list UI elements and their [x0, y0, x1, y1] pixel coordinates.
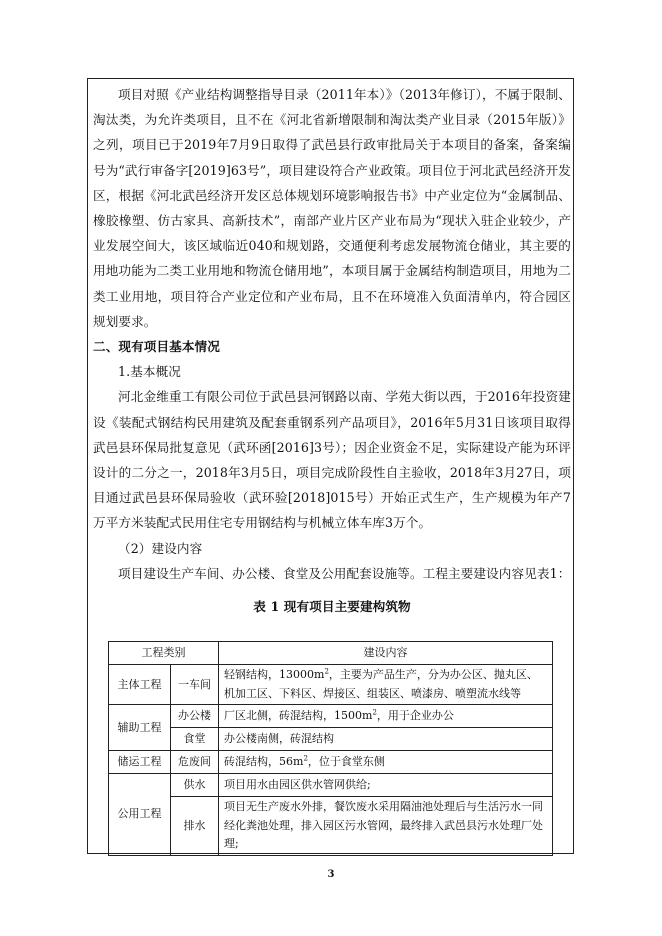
table-header-row — [109, 642, 553, 665]
section-heading: 二、现有项目基本情况 — [93, 339, 220, 355]
sub-heading-content: （2）建设内容 — [118, 540, 203, 556]
row-supply-content: 项目用水由园区供水管网供给; — [219, 774, 553, 797]
overview-paragraph: 河北金维重工有限公司位于武邑县河钢路以南、学苑大街以西，于2016年投资建设《装配式钢结构民用建筑及配套重钢系列产品项目》，2016年5月31日该项目取得武邑县环保局批复意见（武环函[2016]3号）；因企业资金不足，实际建设产能为环评设计的二分之一，2018年3月5日，项目完成阶段性自主验收，2018年3月27日，项目通过武邑县环保局验收（武环验[2018]015号）开始正式生产，生产规模为年产7万平方米装配式民用住宅专用钢结构与机械立体车库3万个。 — [93, 389, 571, 531]
table-row — [109, 665, 553, 705]
table-title: 表 1 现有项目主要建构筑物 — [253, 599, 411, 615]
row-supply-name: 供水 — [171, 774, 219, 797]
header-content: 建设内容 — [219, 642, 553, 665]
table-row — [109, 705, 553, 728]
row-drain-name: 排水 — [171, 797, 219, 856]
group-aux: 辅助工程 — [109, 705, 171, 751]
row-office-content: 厂区北侧，砖混结构，$1500m^2$，用于企业办公 — [219, 705, 553, 728]
row-canteen-content: 办公楼南侧，砖混结构 — [219, 728, 553, 751]
page-number: 3 — [327, 869, 335, 880]
row-drain-content: 项目无生产废水外排，餐饮废水采用隔油池处理后与生活污水一同经化粪池处理，排入园区污水管网，最终排入武邑县污水处理厂处理; — [219, 797, 553, 856]
construction-table — [108, 641, 553, 856]
document-body — [93, 82, 571, 616]
table-row — [109, 728, 553, 751]
row-hazard-content: 砖混结构，$56m^2$，位于食堂东侧 — [219, 751, 553, 774]
group-public: 公用工程 — [109, 774, 171, 856]
sub-heading-overview: 1.基本概况 — [118, 364, 181, 380]
policy-paragraph: 项目对照《产业结构调整指导目录（2011年本）》（2013年修订），不属于限制、淘汰类，为允许类项目，且不在《河北省新增限制和淘汰类产业目录（2015年版）》之列，项目已于2019年7月9日取得了武邑县行政审批局关于本项目的备案，备案编号为“武行审备字[2019]63号”，项目建设符合产业政策。项目位于河北武邑经济开发区，根据《河北武邑经济开发区总体规划环境影响报告书》中产业定位为“金属制品、橡胶橡塑、仿古家具、高新技术”，南部产业片区产业布局为“现状入驻企业较少，产业发展空间大，该区域临近040和规划路，交通便利考虑发展物流仓储业，其主要的用地功能为二类工业用地和物流仓储用地”，本项目属于金属结构制造项目，用地为二类工业用地，项目符合产业定位和产业布局，且不在环境准入负面清单内，符合园区规划要求。 — [93, 87, 571, 329]
group-storage: 储运工程 — [109, 751, 171, 774]
table-row — [109, 751, 553, 774]
row-canteen-name: 食堂 — [171, 728, 219, 751]
row-office-name: 办公楼 — [171, 705, 219, 728]
content-intro-paragraph: 项目建设生产车间、办公楼、食堂及公用配套设施等。工程主要建设内容见表1： — [118, 565, 571, 581]
row-workshop-content: 轻钢结构，$13000m^2$，主要为产品生产，分为办公区、抛丸区、机加工区、下料区、焊接区、组装区、喷漆房、喷塑流水线等 — [219, 665, 553, 705]
row-hazard-name: 危废间 — [171, 751, 219, 774]
table-row — [109, 774, 553, 797]
row-workshop-name: 一车间 — [171, 665, 219, 705]
group-main: 主体工程 — [109, 665, 171, 705]
header-category: 工程类别 — [109, 642, 219, 665]
table-row — [109, 797, 553, 856]
